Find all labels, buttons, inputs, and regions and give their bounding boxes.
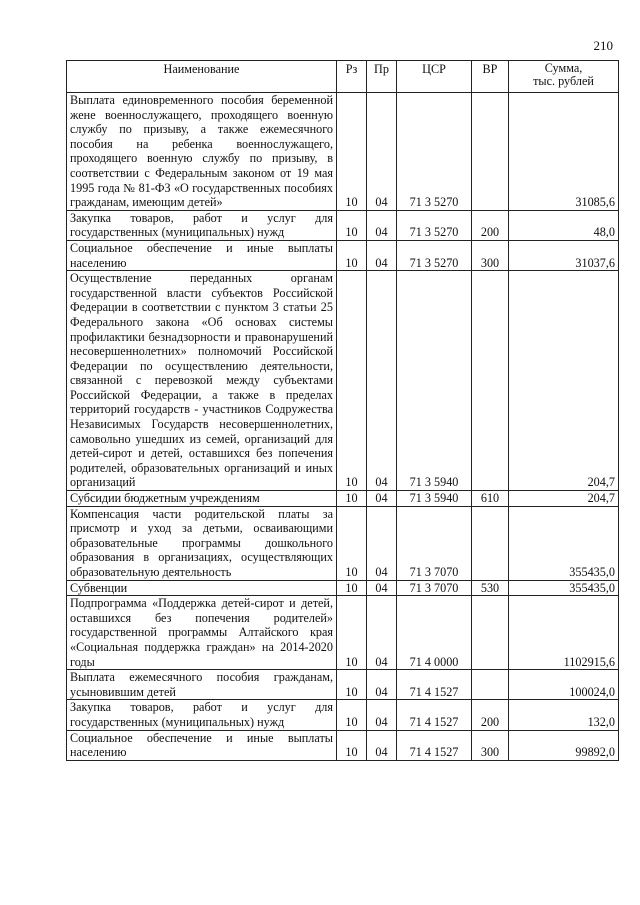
table-row <box>67 240 619 270</box>
row-pr: 04 <box>367 596 397 670</box>
row-name: Социальное обеспечение и иные выплаты населению <box>67 240 337 270</box>
row-csr: 71 3 7070 <box>397 506 472 580</box>
row-name: Выплата единовременного пособия беременной жене военнослужащего, проходящего военную службу по призыву, а также ежемесячного пособия на ребенка военнослужащего, проходящего военную службу по призыву, в соответствии с Федеральным законом от 19 мая 1995 года № 81-ФЗ «О государственных пособиях гражданам, имеющим детей» <box>67 93 337 211</box>
row-csr: 71 4 1527 <box>397 670 472 700</box>
header-sum: Сумма, тыс. рублей <box>509 61 619 93</box>
row-sum: 204,7 <box>509 491 619 507</box>
row-name: Осуществление переданных органам государственной власти субъектов Российской Федерации в соответствии с пунктом 3 статьи 25 Федерального закона «Об основах системы профилактики безнадзорности и правонарушений несовершеннолетних» полномочий Российской Федерации по осуществлению деятельности, связанной с перевозкой между субъектами Российской Федерации, а также в пределах территорий государств - участников Содружества Независимых Государств несовершеннолетних, самовольно ушедших из семей, организаций для детей-сирот и детей, оставшихся без попечения родителей, образовательных организаций и иных организаций <box>67 271 337 491</box>
table-row <box>67 730 619 760</box>
row-vr <box>472 93 509 211</box>
row-rz: 10 <box>337 491 367 507</box>
row-sum: 355435,0 <box>509 506 619 580</box>
row-pr: 04 <box>367 491 397 507</box>
row-vr <box>472 271 509 491</box>
row-sum: 1102915,6 <box>509 596 619 670</box>
row-name: Субсидии бюджетным учреждениям <box>67 491 337 507</box>
row-pr: 04 <box>367 700 397 730</box>
row-sum: 355435,0 <box>509 580 619 596</box>
header-vr: ВР <box>472 61 509 93</box>
header-csr: ЦСР <box>397 61 472 93</box>
row-vr: 610 <box>472 491 509 507</box>
row-pr: 04 <box>367 240 397 270</box>
row-vr: 300 <box>472 730 509 760</box>
row-rz: 10 <box>337 596 367 670</box>
row-csr: 71 4 1527 <box>397 730 472 760</box>
row-vr: 200 <box>472 700 509 730</box>
row-csr: 71 3 5270 <box>397 240 472 270</box>
row-vr <box>472 506 509 580</box>
row-vr: 200 <box>472 210 509 240</box>
table-row <box>67 700 619 730</box>
table-row <box>67 271 619 491</box>
row-csr: 71 3 7070 <box>397 580 472 596</box>
row-pr: 04 <box>367 730 397 760</box>
row-sum: 48,0 <box>509 210 619 240</box>
row-sum: 100024,0 <box>509 670 619 700</box>
row-name: Закупка товаров, работ и услуг для государственных (муниципальных) нужд <box>67 700 337 730</box>
row-csr: 71 4 0000 <box>397 596 472 670</box>
row-sum: 204,7 <box>509 271 619 491</box>
row-name: Компенсация части родительской платы за присмотр и уход за детьми, осваивающими образовательные программы дошкольного образования в организациях, осуществляющих образовательную деятельность <box>67 506 337 580</box>
header-rz: Рз <box>337 61 367 93</box>
row-rz: 10 <box>337 580 367 596</box>
row-name: Выплата ежемесячного пособия гражданам, усыновившим детей <box>67 670 337 700</box>
header-name: Наименование <box>67 61 337 93</box>
row-rz: 10 <box>337 210 367 240</box>
row-csr: 71 3 5270 <box>397 210 472 240</box>
row-name: Подпрограмма «Поддержка детей-сирот и детей, оставшихся без попечения родителей» государственной программы Алтайского края «Социальная поддержка граждан» на 2014-2020 годы <box>67 596 337 670</box>
row-rz: 10 <box>337 271 367 491</box>
row-sum: 31037,6 <box>509 240 619 270</box>
row-rz: 10 <box>337 240 367 270</box>
row-csr: 71 3 5940 <box>397 271 472 491</box>
page-number: 210 <box>593 38 613 53</box>
row-rz: 10 <box>337 93 367 211</box>
row-pr: 04 <box>367 580 397 596</box>
row-pr: 04 <box>367 271 397 491</box>
row-pr: 04 <box>367 506 397 580</box>
row-vr <box>472 596 509 670</box>
row-rz: 10 <box>337 506 367 580</box>
table-row <box>67 491 619 507</box>
row-name: Закупка товаров, работ и услуг для государственных (муниципальных) нужд <box>67 210 337 240</box>
table-row <box>67 670 619 700</box>
row-rz: 10 <box>337 700 367 730</box>
table-row <box>67 506 619 580</box>
row-vr: 530 <box>472 580 509 596</box>
row-vr <box>472 670 509 700</box>
row-vr: 300 <box>472 240 509 270</box>
row-pr: 04 <box>367 670 397 700</box>
table-row <box>67 580 619 596</box>
table-header-row <box>67 61 619 93</box>
budget-table <box>66 60 619 761</box>
row-sum: 31085,6 <box>509 93 619 211</box>
row-csr: 71 4 1527 <box>397 700 472 730</box>
row-pr: 04 <box>367 93 397 211</box>
row-csr: 71 3 5940 <box>397 491 472 507</box>
row-csr: 71 3 5270 <box>397 93 472 211</box>
row-sum: 132,0 <box>509 700 619 730</box>
row-name: Социальное обеспечение и иные выплаты населению <box>67 730 337 760</box>
header-pr: Пр <box>367 61 397 93</box>
row-sum: 99892,0 <box>509 730 619 760</box>
row-rz: 10 <box>337 730 367 760</box>
row-name: Субвенции <box>67 580 337 596</box>
row-pr: 04 <box>367 210 397 240</box>
table-row <box>67 596 619 670</box>
table-row <box>67 93 619 211</box>
row-rz: 10 <box>337 670 367 700</box>
table-row <box>67 210 619 240</box>
